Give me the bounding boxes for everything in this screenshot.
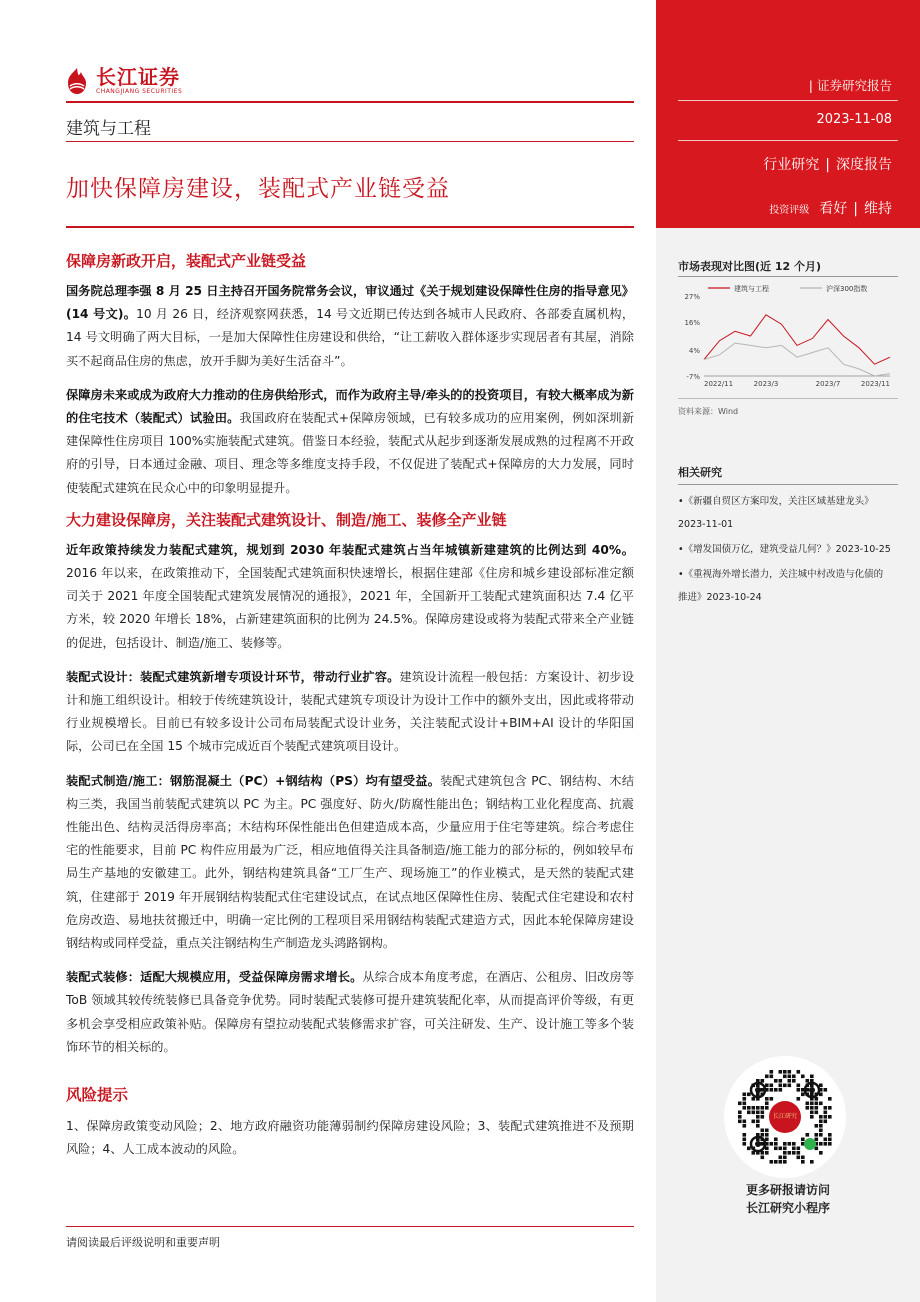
x-tick-label: 2022/11 bbox=[704, 380, 734, 388]
report-type-divider: | bbox=[808, 78, 813, 93]
rating-label: 投资评级 bbox=[769, 205, 810, 216]
paragraph-2-text: 我国政府在装配式+保障房领域，已有较多成功的应用案例，例如深圳新建保障性住房项目 100%实施装配式建筑。借鉴日本经验，装配式从起步到逐渐发展成熟的过程离不开政府的引导，日本通过金融、项目、理念等多维度支持手段，不仅促进了装配式+保障房的大力发展，同时使装配式建筑在民众心中的印象明显提升。 bbox=[66, 411, 635, 495]
company-logo bbox=[64, 64, 182, 98]
paragraph-5 bbox=[66, 770, 634, 956]
header-rule-bottom bbox=[66, 226, 634, 228]
main-content bbox=[66, 246, 634, 1173]
qr-center-badge bbox=[769, 1101, 801, 1133]
market-performance-chart bbox=[678, 282, 900, 392]
footer-rule bbox=[66, 1226, 634, 1227]
related-research-title: 相关研究 bbox=[678, 466, 722, 479]
report-title: 加快保障房建设，装配式产业链受益 bbox=[66, 176, 450, 202]
legend-label-1: 建筑与工程 bbox=[734, 285, 769, 293]
header-rule-middle bbox=[66, 141, 634, 142]
paragraph-4-lead: 装配式设计：装配式建筑新增专项设计环节，带动行业扩容。 bbox=[66, 669, 400, 684]
paragraph-3-text: 2016 年以来，在政策推动下，全国装配式建筑面积快速增长，根据住建部《住房和城乡建设部标准定额司关于 2021 年度全国装配式建筑发展情况的通报》，2021 年，全国新开工装配式建筑面积达 7.4 亿平方米，较 2020 年增长 18%，占新建建筑面积的比例为 24.5%。保障房建设或将为装配式带来全产业链的促进，包括设计、制造/施工、装修等。 bbox=[66, 566, 634, 650]
header-rule-top bbox=[66, 101, 634, 103]
investment-rating bbox=[769, 198, 892, 218]
report-date: 2023-11-08 bbox=[816, 112, 892, 127]
related-title-rule bbox=[678, 484, 898, 485]
paragraph-4 bbox=[66, 666, 634, 759]
qr-caption-line-2: 长江研究小程序 bbox=[745, 1201, 830, 1215]
y-tick-label: 16% bbox=[684, 318, 700, 327]
sidebar-rule-1 bbox=[678, 100, 898, 101]
rating-1: 看好 bbox=[819, 201, 848, 217]
paragraph-1 bbox=[66, 280, 634, 373]
related-report-2-title: •《增发国债万亿，建筑受益几何？》2023-10-25 bbox=[678, 544, 891, 555]
series-line-2 bbox=[704, 343, 890, 376]
footer-disclaimer: 请阅读最后评级说明和重要声明 bbox=[66, 1236, 220, 1249]
paragraph-4-text: 建筑设计流程一般包括：方案设计、初步设计和施工组织设计。相较于传统建筑设计，装配式建筑专项设计为设计工作中的额外支出，因此或将带动行业规模增长。目前已有较多设计公司布局装配式设计业务，关注装配式设计+BIM+AI 设计的华阳国际，公司已在全国 15 个城市完成近百个装配式建筑项目设计。 bbox=[66, 669, 635, 754]
sector-label: 建筑与工程 bbox=[66, 119, 151, 139]
related-report-3-date: 推进》2023-10-24 bbox=[678, 592, 762, 603]
chart-bottom-rule bbox=[678, 398, 898, 399]
risk-heading: 风险提示 bbox=[66, 1086, 129, 1105]
qr-caption-line-1: 更多研报请访问 bbox=[745, 1183, 830, 1197]
sidebar-rule-2 bbox=[678, 140, 898, 141]
paragraph-6 bbox=[66, 966, 634, 1059]
y-tick-label: 4% bbox=[688, 347, 700, 356]
chart-source: 资料来源：Wind bbox=[678, 407, 739, 416]
paragraph-6-lead: 装配式装修：适配大规模应用，受益保障房需求增长。 bbox=[66, 970, 363, 985]
related-report-3-title: •《重视海外增长潜力，关注城中村改造与化债的 bbox=[678, 569, 884, 580]
paragraph-1-text: 10 月 26 日，经济观察网获悉，14 号文近期已传达到各城市人民政府、各部委直属机构，14 号文明确了两大目标，一是加大保障性住房建设和供给，“让工薪收入群体逐步实现居者有其屋，消除买不起商品住房的焦虑，放开手脚为美好生活奋斗”。 bbox=[66, 307, 635, 368]
report-type-text: 证券研究报告 bbox=[816, 78, 892, 93]
report-type-label bbox=[809, 76, 892, 94]
logo-flame-icon bbox=[64, 66, 90, 96]
category-divider: | bbox=[825, 157, 830, 173]
logo-name-cn: 长江证券 bbox=[96, 65, 180, 89]
mini-program-qr-code[interactable] bbox=[724, 1056, 846, 1178]
chart-title-rule bbox=[678, 276, 898, 277]
category-2: 深度报告 bbox=[836, 157, 892, 173]
risk-paragraph: 1、保障房政策变动风险；2、地方政府融资功能薄弱制约保障房建设风险；3、装配式建筑推进不及预期风险；4、人工成本波动的风险。 bbox=[66, 1119, 634, 1157]
rating-divider: | bbox=[853, 201, 858, 217]
rating-2: 维持 bbox=[864, 201, 892, 217]
related-report-1-title: •《新疆自贸区方案印发，关注区域基建龙头》 bbox=[678, 496, 874, 507]
paragraph-6-text: 从综合成本角度考虑，在酒店、公租房、旧改房等 ToB 领域其较传统装修已具备竞争优势。同时装配式装修可提升建筑装配化率，从而提高评价等级，有更多机会享受相应政策补贴。保障房有望拉动装配式装修需求扩容，可关注研发、生产、设计施工等多个装饰环节的相关标的。 bbox=[66, 970, 635, 1054]
y-tick-label: -7% bbox=[686, 373, 700, 381]
qr-badge-text: 长江研究 bbox=[772, 1113, 797, 1120]
paragraph-2-lead: 保障房未来或成为政府大力推动的住房供给形式，而作为政府主导/牵头的的投资项目，有较大概率成为新的住宅技术（装配式）试验田。 bbox=[66, 387, 634, 426]
x-tick-label: 2023/3 bbox=[753, 380, 779, 388]
paragraph-5-text: 装配式建筑包含 PC、钢结构、木结构三类，我国当前装配式建筑以 PC 为主。PC 强度好、防火/防腐性能出色；钢结构工业化程度高、抗震性能出色、结构灵活得房率高；木结构环保性能出色但建造成本高，少量应用于住宅等建筑。综合考虑住宅的性能要求，目前 PC 构件应用最为广泛，相应地值得关注具备制造/施工能力的部分标的，例如较早布局生产基地的安徽建工。此外，钢结构建筑具备“工厂生产、现场施工”的作业模式，是天然的装配式建筑，住建部于 2019 年开展钢结构装配式住宅建设试点，在试点地区保障性住房、装配式住宅建设和农村危房改造、易地扶贫搬迁中，明确一定比例的工程项目采用钢结构装配式建造方式，因此本轮保障房建设钢结构或同样受益，重点关注钢结构生产制造龙头鸿路钢构。 bbox=[66, 773, 635, 951]
related-report-2[interactable] bbox=[678, 538, 900, 561]
paragraph-2 bbox=[66, 384, 634, 500]
chart-title: 市场表现对比图(近 12 个月) bbox=[678, 260, 822, 273]
paragraph-3-lead: 近年政策持续发力装配式建筑，规划到 2030 年装配式建筑占当年城镇新建建筑的比例达到 40%。 bbox=[66, 542, 634, 557]
paragraph-5-lead: 装配式制造/施工：钢筋混凝土（PC）+钢结构（PS）均有望受益。 bbox=[66, 773, 441, 788]
sidebar-header-panel bbox=[656, 0, 920, 228]
x-tick-label: 2023/11 bbox=[860, 380, 890, 388]
y-tick-label: 27% bbox=[684, 293, 700, 301]
related-report-1-date: 2023-11-01 bbox=[678, 519, 734, 530]
sidebar bbox=[656, 0, 920, 1302]
report-category bbox=[763, 154, 892, 174]
paragraph-3 bbox=[66, 539, 634, 655]
related-report-3[interactable] bbox=[678, 563, 900, 609]
section-heading-1: 保障房新政开启，装配式产业链受益 bbox=[66, 252, 307, 270]
category-1: 行业研究 bbox=[763, 157, 820, 173]
legend-label-2: 沪深300指数 bbox=[826, 285, 868, 293]
logo-name-en: CHANGJIANG SECURITIES bbox=[96, 88, 183, 95]
x-tick-label: 2023/7 bbox=[815, 380, 841, 388]
related-report-1[interactable] bbox=[678, 490, 900, 536]
paragraph-1-lead: 国务院总理李强 8 月 25 日主持召开国务院常务会议，审议通过《关于规划建设保障性住房的指导意见》(14 号文)。 bbox=[66, 284, 634, 322]
section-heading-2: 大力建设保障房，关注装配式建筑设计、制造/施工、装修全产业链 bbox=[66, 510, 507, 529]
